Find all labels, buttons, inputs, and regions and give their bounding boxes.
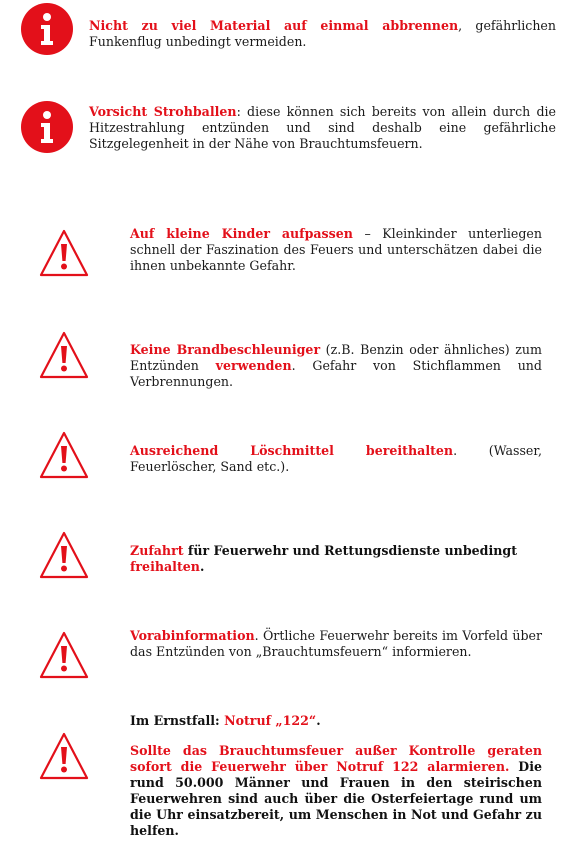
tip-access: [130, 543, 542, 575]
tip-children-body: – Kleinkinder unterliegen schnell der Faszination des Feuers und unterschätzen dabei die ihnen unbekannte Gefahr.: [130, 226, 542, 273]
warning-icon: [38, 330, 90, 380]
tip-access-end: .: [199, 559, 205, 574]
info-icon: [21, 101, 73, 153]
warning-icon: [38, 430, 90, 480]
warning-icon: [38, 630, 90, 680]
tip-straw: [89, 104, 556, 152]
tip-material-body: , gefährlichen Funkenflug unbedingt vermeiden.: [89, 18, 557, 49]
info-icon: [21, 3, 73, 55]
tip-accelerants-head2: verwenden: [215, 358, 292, 373]
tip-accelerants-head: Keine Brandbeschleuniger: [130, 342, 321, 357]
emergency-number: Notruf „122“: [224, 713, 317, 728]
tip-straw-body: : diese können sich bereits von allein durch die Hitzestrahlung entzünden und sind deshalb eine gefährliche Sitzgelegenheit in der Nähe von Brauchtumsfeuern.: [89, 104, 556, 151]
emergency-alert: Sollte das Brauchtumsfeuer außer Kontrolle geraten sofort die Feuerwehr über Notruf 122 alarmieren.: [130, 743, 542, 774]
tip-extinguisher-body: . (Wasser, Feuerlöscher, Sand etc.).: [130, 443, 542, 474]
emergency-paragraph: [130, 743, 542, 839]
tip-children-head: Auf kleine Kinder aufpassen: [130, 226, 353, 241]
tip-extinguisher: [130, 443, 542, 475]
tip-preinfo-head: Vorabinformation: [130, 628, 255, 643]
tip-preinfo: [130, 628, 542, 660]
emergency-line: [130, 713, 542, 729]
tip-access-head: Zufahrt: [130, 543, 184, 558]
emergency-end: .: [316, 713, 321, 728]
tip-material: [89, 18, 556, 50]
tip-material-head: Nicht zu viel Material auf einmal abbrennen: [89, 18, 459, 33]
warning-icon: [38, 530, 90, 580]
tip-children: [130, 226, 542, 274]
emergency-body: Die rund 50.000 Männer und Frauen in den steirischen Feuerwehren sind auch über die Osterfeiertage rund um die Uhr einsatzbereit, um Menschen in Not und Gefahr zu helfen.: [130, 759, 542, 838]
tip-accelerants: [130, 342, 542, 390]
tip-accelerants-mid: (z.B. Benzin oder ähnliches) zum Entzünden: [130, 342, 542, 373]
warning-icon: [38, 228, 90, 278]
tip-access-head2: freihalten: [130, 559, 200, 574]
emergency-label: Im Ernstfall:: [130, 713, 225, 728]
warning-icon: [38, 731, 90, 781]
tip-extinguisher-head: Ausreichend Löschmittel bereithalten: [130, 443, 454, 458]
tip-access-mid: für Feuerwehr und Rettungsdienste unbedingt: [183, 543, 518, 558]
tip-preinfo-body: . Örtliche Feuerwehr bereits im Vorfeld über das Entzünden von „Brauchtumsfeuern“ informieren.: [130, 628, 542, 659]
tip-straw-head: Vorsicht Strohballen: [89, 104, 237, 119]
tip-accelerants-body: . Gefahr von Stichflammen und Verbrennungen.: [130, 358, 542, 389]
